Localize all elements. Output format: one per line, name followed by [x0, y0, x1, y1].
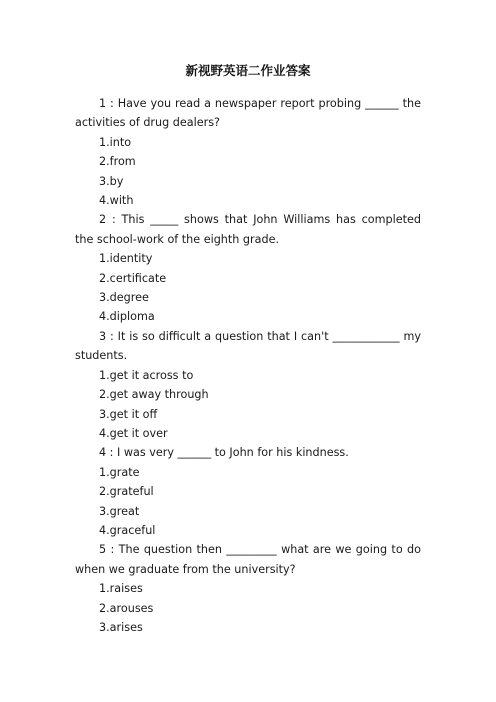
- answer-option: 2.grateful: [99, 485, 154, 499]
- question-stem: 1 : Have you read a newspaper report probing ______ the activities of drug dealers?: [75, 97, 421, 130]
- answer-option: 3.get it off: [99, 407, 158, 421]
- answer-option: 1.identity: [99, 252, 153, 266]
- document-title: 新视野英语二作业答案: [185, 63, 311, 78]
- answer-option: 3.degree: [99, 291, 149, 305]
- question-item: [75, 210, 421, 326]
- answer-option: 4.graceful: [99, 523, 156, 537]
- answer-option: 3.great: [99, 504, 140, 518]
- question-stem: 4 : I was very ______ to John for his kindness.: [99, 446, 349, 460]
- question-item: [75, 443, 421, 540]
- answer-option: 3.by: [99, 174, 124, 188]
- answer-option: 1.get it across to: [99, 368, 194, 382]
- answer-option: 4.with: [99, 194, 134, 208]
- question-stem: 5 : The question then _________ what are we going to do when we graduate from the university?: [75, 543, 421, 576]
- answer-option: 4.get it over: [99, 426, 168, 440]
- question-item: [75, 540, 421, 637]
- answer-option: 2.certificate: [99, 271, 167, 285]
- question-item: [75, 94, 421, 210]
- question-item: [75, 327, 421, 443]
- answer-option: 1.into: [99, 135, 132, 149]
- answer-option: 2.arouses: [99, 601, 154, 615]
- answer-option: 1.grate: [99, 465, 140, 479]
- question-list: [75, 94, 421, 637]
- question-stem: 2 : This _____ shows that John Williams has completed the school-work of the eighth grade.: [75, 213, 421, 246]
- answer-option: 2.get away through: [99, 388, 209, 402]
- question-stem: 3 : It is so difficult a question that I can't ____________ my students.: [75, 329, 421, 363]
- answer-option: 4.diploma: [99, 310, 155, 324]
- answer-option: 1.raises: [99, 582, 143, 596]
- answer-option: 2.from: [99, 155, 136, 169]
- answer-option: 3.arises: [99, 620, 143, 634]
